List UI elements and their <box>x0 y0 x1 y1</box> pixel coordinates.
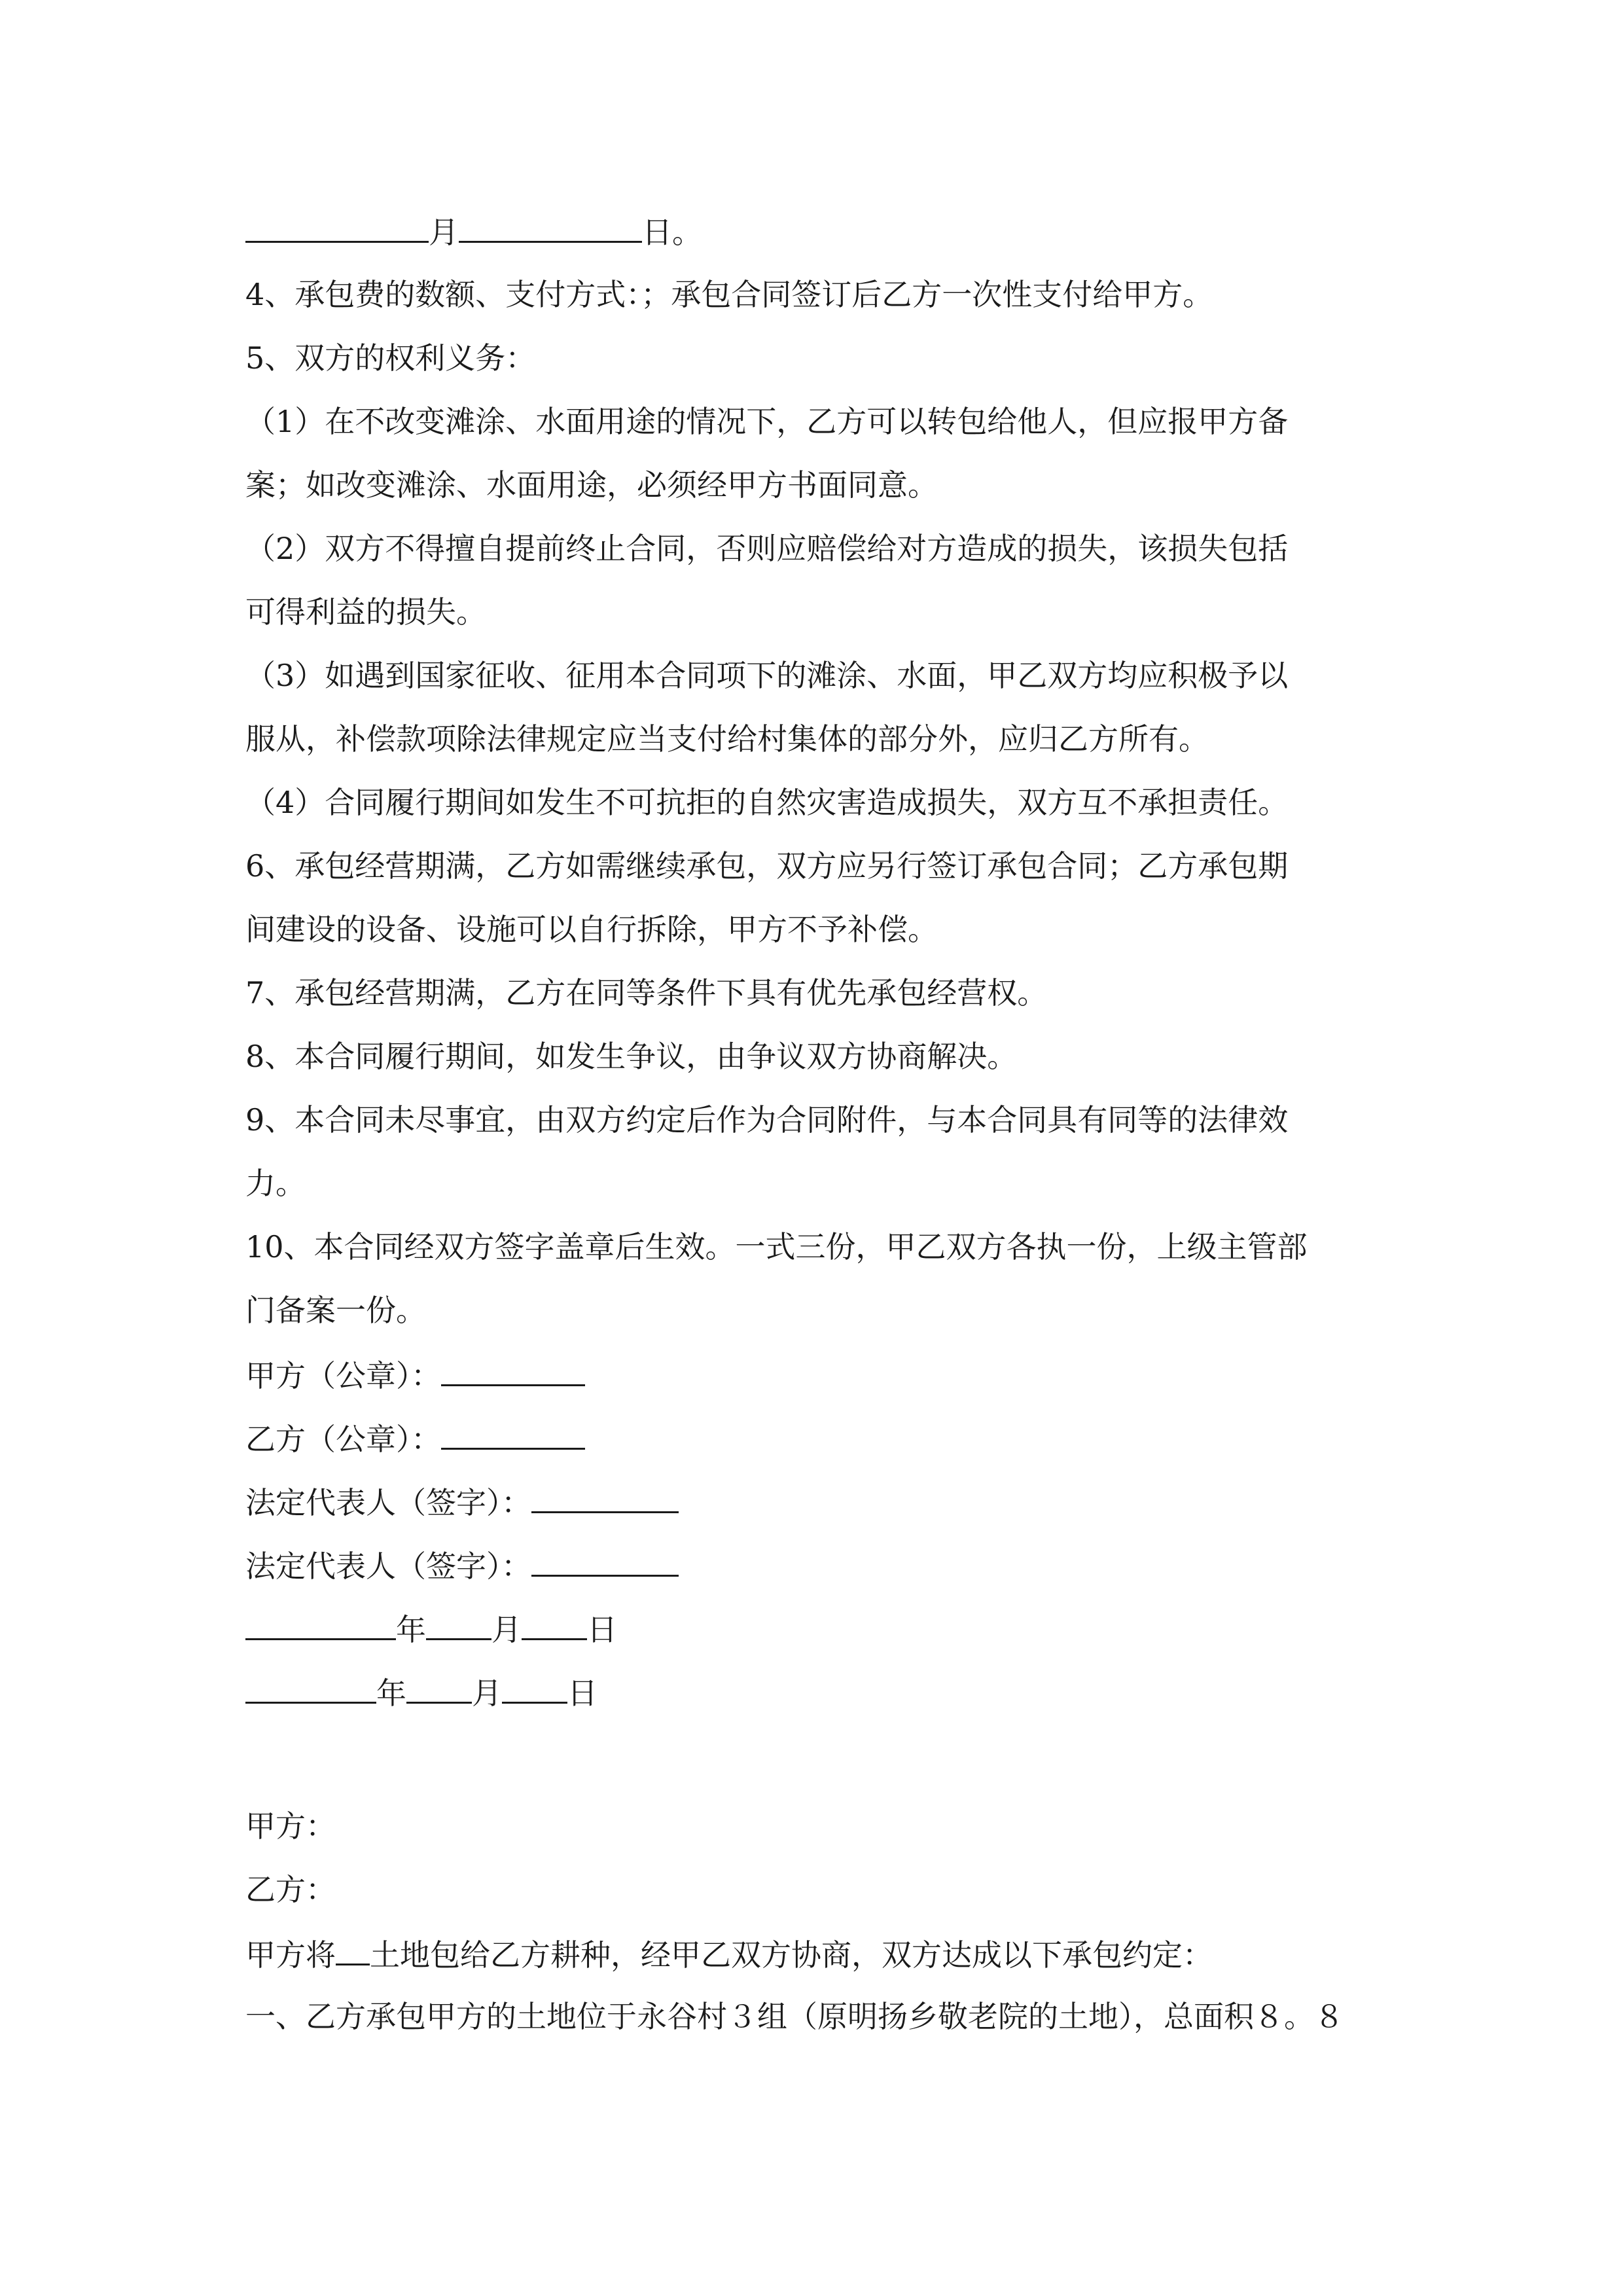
month-label: 月 <box>429 215 459 250</box>
representative-blank-b <box>531 1545 679 1577</box>
signature-party-b <box>245 1418 585 1459</box>
clause-6a: 6、承包经营期满，乙方如需继续承包，双方应另行签订承包合同；乙方承包期 <box>245 848 1289 884</box>
date-blank-month-2 <box>406 1672 472 1704</box>
day-label: 日 <box>587 1612 617 1647</box>
year-label: 年 <box>396 1612 426 1647</box>
intro-post: 土地包给乙方耕种，经甲乙双方协商，双方达成以下承包约定： <box>370 1937 1213 1973</box>
date-blank-month-1 <box>426 1608 491 1640</box>
clause-5-4: （4）合同履行期间如发生不可抗拒的自然灾害造成损失，双方互不承担责任。 <box>245 785 1289 820</box>
signature-party-a <box>245 1354 585 1395</box>
clause-7: 7、承包经营期满，乙方在同等条件下具有优先承包经营权。 <box>245 975 1048 1011</box>
representative-label-b: 法定代表人（签字）： <box>245 1549 531 1584</box>
party-a-label: 甲方： <box>245 1808 336 1844</box>
clause-5-2a: （2）双方不得擅自提前终止合同，否则应赔偿给对方造成的损失，该损失包括 <box>245 531 1289 566</box>
year-label: 年 <box>376 1676 406 1711</box>
representative-a <box>245 1481 679 1522</box>
clause-10b: 门备案一份。 <box>245 1293 426 1328</box>
day-label: 日。 <box>642 215 702 250</box>
month-label: 月 <box>491 1612 522 1647</box>
intro-line <box>245 1933 1213 1975</box>
signature-label-b: 乙方（公章）： <box>245 1422 441 1457</box>
month-label: 月 <box>472 1676 502 1711</box>
signature-blank-b <box>441 1418 585 1450</box>
signature-label-a: 甲方（公章）： <box>245 1358 441 1393</box>
clause-5: 5、双方的权利义务： <box>245 340 536 376</box>
clause-one: 一、乙方承包甲方的土地位于永谷村３组（原明扬乡敬老院的土地），总面积８。８ <box>245 1999 1344 2034</box>
day-label: 日 <box>567 1676 597 1711</box>
land-blank <box>336 1933 370 1965</box>
representative-label-a: 法定代表人（签字）： <box>245 1485 531 1520</box>
representative-b <box>245 1545 679 1586</box>
blank-day <box>459 211 642 243</box>
signature-date-2 <box>245 1672 597 1713</box>
clause-10a: 10、本合同经双方签字盖章后生效。一式三份，甲乙双方各执一份，上级主管部 <box>245 1229 1308 1265</box>
date-blank-day-1 <box>522 1608 587 1640</box>
clause-6b: 间建设的设备、设施可以自行拆除，甲方不予补偿。 <box>245 912 938 947</box>
clause-5-1b: 案；如改变滩涂、水面用途，必须经甲方书面同意。 <box>245 467 938 503</box>
intro-pre: 甲方将 <box>245 1937 336 1973</box>
blank-month <box>245 211 429 243</box>
date-blank-year-1 <box>245 1608 396 1640</box>
clause-5-1a: （1）在不改变滩涂、水面用途的情况下，乙方可以转包给他人，但应报甲方备 <box>245 404 1289 439</box>
party-b-label: 乙方： <box>245 1872 336 1907</box>
clause-9b: 力。 <box>245 1166 306 1201</box>
date-line-1 <box>245 211 702 252</box>
signature-blank-a <box>441 1354 585 1386</box>
clause-5-2b: 可得利益的损失。 <box>245 594 486 630</box>
representative-blank-a <box>531 1481 679 1513</box>
clause-5-3b: 服从，补偿款项除法律规定应当支付给村集体的部分外，应归乙方所有。 <box>245 721 1209 757</box>
clause-9a: 9、本合同未尽事宜，由双方约定后作为合同附件，与本合同具有同等的法律效 <box>245 1102 1289 1138</box>
clause-4: 4、承包费的数额、支付方式：；承包合同签订后乙方一次性支付给甲方。 <box>245 277 1213 312</box>
date-blank-year-2 <box>245 1672 376 1704</box>
date-blank-day-2 <box>502 1672 567 1704</box>
clause-5-3a: （3）如遇到国家征收、征用本合同项下的滩涂、水面，甲乙双方均应积极予以 <box>245 658 1289 693</box>
clause-8: 8、本合同履行期间，如发生争议，由争议双方协商解决。 <box>245 1039 1018 1074</box>
signature-date-1 <box>245 1608 617 1649</box>
